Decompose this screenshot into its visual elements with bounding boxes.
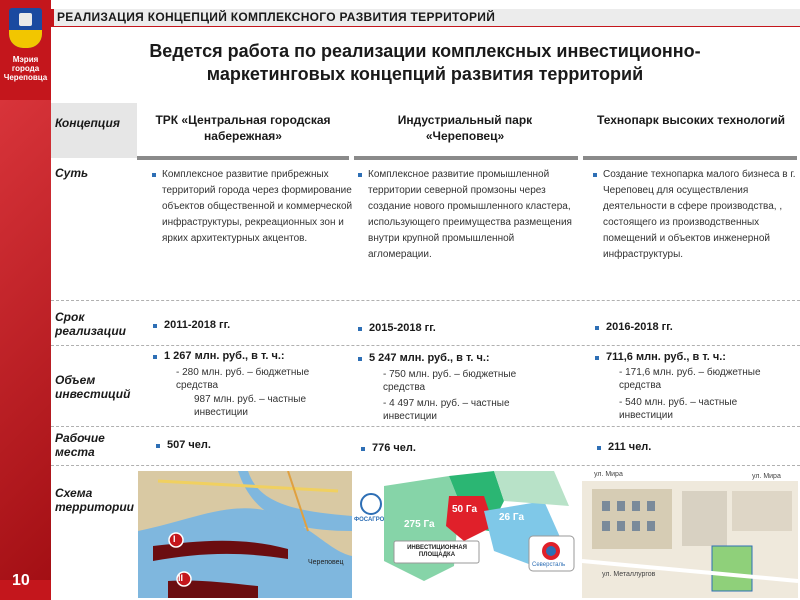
- map-technopark: [582, 471, 798, 598]
- severstal-logo: Северсталь: [532, 562, 566, 568]
- map-marker-2: II: [178, 573, 184, 583]
- map-investment-caption: ИНВЕСТИЦИОННАЯ ПЛОЩАДКА: [407, 545, 467, 558]
- map-city-label: Череповец: [308, 559, 344, 566]
- jobs-3: 211 чел.: [594, 441, 651, 453]
- page-number: 10: [12, 572, 30, 589]
- term-2: 2015-2018 гг.: [355, 322, 436, 334]
- row-label-jobs: Рабочие места: [55, 431, 105, 459]
- column-head-1: ТРК «Центральная городская набережная»: [155, 113, 331, 143]
- coat-of-arms-icon: [9, 8, 42, 48]
- column-head-2-bar: [354, 156, 578, 160]
- volume-3-private: - 540 млн. руб. – частные инвестиции: [619, 397, 738, 421]
- essence-1: Комплексное развитие прибрежных территорий города через формирование объектов общественной и коммерческой инфраструктуры, рекреационных зон и ярких архитектурных акцентов.: [150, 167, 358, 247]
- volume-3-budget: - 171,6 млн. руб. – бюджетные средства: [619, 367, 761, 391]
- row-divider: [51, 426, 800, 427]
- jobs-2: 776 чел.: [358, 442, 416, 454]
- column-head-3: Технопарк высоких технологий: [596, 113, 785, 127]
- map-area-26: 26 Га: [499, 512, 524, 523]
- brand-label: [2, 55, 49, 82]
- row-label-scheme: Схема территории: [55, 486, 135, 514]
- map-industrial-park: [354, 471, 578, 598]
- volume-2-private: - 4 497 млн. руб. – частные инвестиции: [383, 398, 510, 422]
- map-area-275: 275 Га: [404, 519, 435, 530]
- essence-2: Комплексное развитие промышленной территории северной промзоны через создание нового промышленного кластера, использующего преимущества размещения внутри крупной промышленной агломерации.: [356, 167, 580, 263]
- brand-line-2: города: [11, 64, 40, 73]
- row-divider: [51, 465, 800, 466]
- column-head-2: Индустриальный парк «Череповец»: [397, 113, 533, 143]
- map-street-3: ул. Металлургов: [602, 571, 656, 578]
- volume-3: 711,6 млн. руб., в т. ч.:: [592, 351, 726, 363]
- volume-2: 5 247 млн. руб., в т. ч.:: [355, 352, 490, 364]
- column-head-1-bar: [137, 156, 349, 160]
- volume-1-private: 987 млн. руб. – частные инвестиции: [194, 394, 307, 418]
- brand-line-3: Череповца: [3, 73, 48, 82]
- title-line-2: маркетинговых концепций развития территорий: [206, 64, 644, 84]
- row-label-volume: Объем инвестиций: [55, 373, 131, 401]
- phosagro-logo: ФОСАГРО: [354, 517, 385, 523]
- map-embankment-graphic: [138, 471, 352, 598]
- row-label-concept: Концепция: [55, 116, 120, 130]
- sidebar-gradient: [0, 100, 51, 580]
- column-head-3-bar: [583, 156, 797, 160]
- jobs-1: 507 чел.: [153, 439, 211, 451]
- term-1: 2011-2018 гг.: [150, 319, 230, 331]
- map-area-50: 50 Га: [452, 504, 477, 515]
- volume-1-budget: - 280 млн. руб. – бюджетные средства: [176, 367, 310, 391]
- brand-line-1: Мэрия: [12, 55, 39, 64]
- map-technopark-graphic: [582, 471, 798, 598]
- map-street-2: ул. Мира: [752, 473, 781, 480]
- map-embankment: [138, 471, 352, 598]
- concept-label-bg: [51, 103, 137, 158]
- section-title: РЕАЛИЗАЦИЯ КОНЦЕПЦИЙ КОМПЛЕКСНОГО РАЗВИТИЯ ТЕРРИТОРИЙ: [57, 10, 496, 24]
- page-title: [60, 40, 790, 86]
- map-street-1: ул. Мира: [594, 471, 623, 478]
- term-3: 2016-2018 гг.: [592, 321, 673, 333]
- row-label-essence: Суть: [55, 166, 89, 180]
- essence-3: Создание технопарка малого бизнеса в г. Череповец для осуществления деятельности в сфере производства, , состоящего из производственных помещений и объектов инженерной инфраструктуры.: [591, 167, 800, 263]
- row-divider: [51, 345, 800, 346]
- title-line-1: Ведется работа по реализации комплексных инвестиционно-: [149, 41, 701, 61]
- header-accent: [51, 9, 54, 26]
- volume-2-budget: - 750 млн. руб. – бюджетные средства: [383, 369, 517, 393]
- row-label-term: Срок реализации: [55, 310, 126, 338]
- row-divider: [51, 300, 800, 301]
- volume-1: 1 267 млн. руб., в т. ч.:: [150, 350, 285, 362]
- map-industrial-graphic: [354, 471, 578, 598]
- map-marker-1: I: [173, 534, 176, 544]
